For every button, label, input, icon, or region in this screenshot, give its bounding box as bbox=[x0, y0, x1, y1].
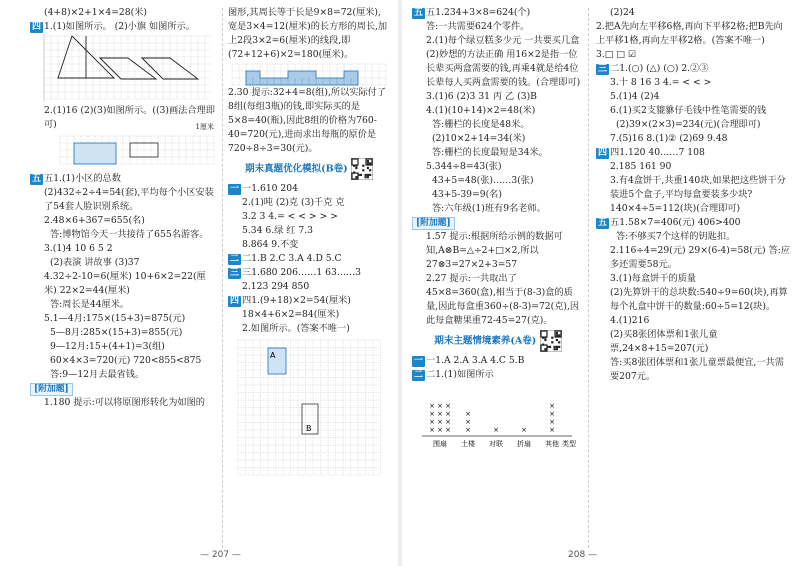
answer-line: 4.(1)216 bbox=[610, 315, 650, 326]
answer-line: 2.123 294 850 bbox=[242, 281, 310, 292]
section-badge-3: 三 bbox=[230, 268, 240, 278]
answer-line: 9—12月:15+(4+1)=3(组) bbox=[50, 341, 165, 352]
answer-line: 4.(1)(10+14)×2=48(米) bbox=[426, 105, 536, 116]
answer-line: 1.57 提示:根据所给示例的数据可知,A⊗B=△÷2+□×2,所以27⊗3=27×2+3=57 bbox=[426, 231, 563, 270]
answer-line: (2)买8张团体票和1张儿童票,24×8+15=207(元) bbox=[610, 329, 718, 354]
legend-label: 1厘米 bbox=[195, 123, 214, 131]
answer-line: 答:栅栏的长度最短是34米。 bbox=[432, 147, 548, 158]
svg-text:B: B bbox=[306, 424, 312, 433]
answer-line: 8.864 9.不变 bbox=[242, 239, 299, 250]
tally-mark: × bbox=[429, 410, 435, 418]
answer-line: (2)表演 讲故事 (3)37 bbox=[50, 257, 140, 268]
right-col2 bbox=[596, 6, 792, 384]
answer-line: 答:不够买7个这样的钥匙扣。 bbox=[616, 231, 736, 242]
answer-line: 2.(1)吨 (2)克 (3)千克 克 bbox=[242, 197, 345, 208]
answer-line: 3.有4盒饼干,共重140块,如果把这些饼干分装进5个盒子,平均每盒要装多少块? 140×4÷5=112(块)(合理即可) bbox=[610, 175, 786, 214]
section-badge-4: 四 bbox=[598, 148, 608, 158]
tally-mark: × bbox=[445, 418, 451, 426]
answer-line: 18×4+6×2=84(厘米) bbox=[242, 309, 340, 320]
extra-title: [附加题] bbox=[412, 216, 584, 230]
tally-axis-label: 类型 bbox=[562, 440, 576, 448]
tally-mark: × bbox=[445, 410, 451, 418]
answer-line: 图形,其周长等于长是9×8=72(厘米),宽是3×4=12(厘米)的长方形的周长,加上2段3×2=6(厘米)的线段,即(72+12+6)×2=180(厘米)。 bbox=[228, 7, 388, 60]
tally-mark: × bbox=[493, 426, 499, 434]
section-badge-4: 四 bbox=[230, 296, 240, 306]
answer-line: 五 五1.58×7=406(元) 406>400 bbox=[598, 217, 741, 228]
answer-line: 四 四1.120 40……7 108 bbox=[598, 147, 705, 158]
answer-line: 2.116÷4=29(元) 29×(6-4)=58(元) 答:应多还需要58元。 bbox=[610, 245, 790, 270]
tally-mark: × bbox=[549, 410, 555, 418]
coordinate-grid-figure bbox=[228, 336, 388, 486]
section-badge-1: 一 bbox=[414, 356, 424, 366]
answer-line: 答:六年级(1)班有9名老师。 bbox=[432, 203, 546, 214]
answer-line: (2)10×2+14=34(米) bbox=[432, 133, 526, 144]
answer-line: 3.□ □ ☑ bbox=[596, 49, 637, 60]
tally-mark: × bbox=[445, 402, 451, 410]
section-badge-5: 五 bbox=[414, 8, 424, 18]
tally-mark: × bbox=[429, 426, 435, 434]
tally-mark: × bbox=[465, 410, 471, 418]
answer-line: (4+8)×2+1×4=28(米) bbox=[44, 7, 147, 18]
section-badge-5: 五 bbox=[598, 218, 608, 228]
left-col2 bbox=[228, 6, 390, 486]
tally-mark: × bbox=[445, 426, 451, 434]
section-title: 期末主题情境素养(A卷) bbox=[412, 330, 584, 352]
tally-mark: × bbox=[437, 426, 443, 434]
answer-line: 1.180 提示:可以将原图形转化为如图的 bbox=[44, 397, 205, 408]
answer-line: (2)24 bbox=[610, 7, 635, 18]
qr-code-icon bbox=[540, 330, 562, 352]
answer-line: 2.(1)每个绿豆糕多少元 一共要买几盒 bbox=[426, 35, 580, 46]
answer-line: 2.(1)16 (2)(3)如图所示。((3)画法合理即可) bbox=[44, 105, 215, 130]
answer-line: 3.(1)每盒饼干的质量 bbox=[610, 273, 697, 284]
answer-line: 二 二1.B 2.C 3.A 4.D 5.C bbox=[230, 253, 342, 264]
answer-line: 3.2 3 4.= < < > > > bbox=[242, 211, 338, 222]
answer-line: 5.344÷8=43(张) bbox=[426, 161, 502, 172]
answer-line: 7.(5)16 8.(1)② (2)69 9.48 bbox=[610, 133, 728, 144]
answer-line: 3.(1)6 (2)3 31 丙 乙 (3)B bbox=[426, 91, 537, 102]
answer-line: 2.30 提示:32+4=8(组),所以实际付了8组(每组3瓶)的钱,即实际买的是5×8=40(瓶),因此8组的价格为760-40=720(元),进而求出每瓶的原价是720÷8÷3=30(元)。 bbox=[228, 87, 387, 154]
section-badge-1: 一 bbox=[230, 184, 240, 194]
answer-line: 2.27 提示:一共取出了45×8=360(盒),相当于(8-3)盒的质量,因此每盒重360÷(8-3)=72(克),因此每盒糖果重72-45=27(克)。 bbox=[426, 273, 580, 326]
answer-line: 答:9—12月去最省钱。 bbox=[50, 369, 145, 380]
answer-line: 3.(1)4 10 6 5 2 bbox=[44, 243, 113, 254]
answer-line: 2.如图所示。(答案不唯一) bbox=[242, 323, 350, 334]
answer-line: 答:买8张团体票和1张儿童票最便宜,一共需要207元。 bbox=[610, 357, 784, 382]
answer-line: 5—8月:285×(15+3)=855(元) bbox=[50, 327, 183, 338]
answer-line: 答:栅栏的长度是48米。 bbox=[432, 119, 530, 130]
answer-line: 答:一共需要624个零件。 bbox=[426, 21, 530, 32]
answer-line: 5.34 6.绿 红 7.3 bbox=[242, 225, 313, 236]
tally-chart bbox=[412, 382, 582, 448]
tally-mark: × bbox=[549, 426, 555, 434]
tally-category-label: 围扇 bbox=[433, 440, 447, 448]
tally-mark: × bbox=[429, 418, 435, 426]
answer-line: 6.(1)买2支貔貅仔毛钱中性笔需要的钱 bbox=[610, 105, 767, 116]
answer-line: 2.185 161 90 bbox=[610, 161, 672, 172]
wall-figure bbox=[228, 62, 388, 86]
left-col1 bbox=[30, 6, 218, 410]
column-divider bbox=[222, 8, 223, 548]
section-badge-3: 三 bbox=[598, 64, 608, 74]
tally-mark: × bbox=[437, 402, 443, 410]
answer-line: (2)妙想的方法正确 用16×2是指一位长辈买两盒需要的钱,再乘4就是给4位长辈每人买两盒需要的钱。(合理即可) bbox=[426, 49, 581, 88]
tally-category-label: 其他 bbox=[545, 440, 559, 448]
tally-mark: × bbox=[549, 418, 555, 426]
tally-mark: × bbox=[429, 402, 435, 410]
answer-line: 2.把A先向左平移6格,再向下平移2格;把B先向上平移1格,再向左平移2格。(答案不唯一) bbox=[596, 21, 783, 46]
answer-line: 三 三1.680 206……1 63……3 bbox=[230, 267, 362, 278]
area-grid-figure bbox=[30, 132, 216, 172]
answer-line: 2.48×6+367=655(名) bbox=[44, 215, 145, 226]
svg-text:A: A bbox=[270, 351, 276, 360]
tally-mark: × bbox=[437, 410, 443, 418]
section-title: 期末真题优化模拟(B卷) bbox=[228, 158, 390, 180]
answer-line: 60×4×3=720(元) 720<855<875 bbox=[50, 355, 202, 366]
extra-title: [附加题] bbox=[30, 382, 218, 396]
tally-mark: × bbox=[465, 418, 471, 426]
answer-line: 四 四1.(9+18)×2=54(厘米) bbox=[230, 295, 351, 306]
qr-code-icon bbox=[351, 158, 373, 180]
answer-line: (2)先算饼干的总块数:540÷9=60(块),再算每个礼盒中饼干的数量:60÷5=12(块)。 bbox=[610, 287, 788, 312]
column-divider bbox=[588, 8, 589, 548]
tally-mark: × bbox=[521, 426, 527, 434]
answer-line: 三 二1.(○) (△) (○) 2.②③ bbox=[598, 63, 709, 74]
answer-line: 四 1.(1)如图所示。 (2)小旗 如图所示。 bbox=[32, 21, 195, 32]
tally-category-label: 对联 bbox=[489, 440, 503, 448]
answer-line: 3.十 8 16 3 4.= < < > bbox=[610, 77, 712, 88]
answer-line: 五 五1.(1)小区的总数 bbox=[32, 173, 121, 184]
answer-line: 五 五1.234+3×8=624(个) bbox=[414, 7, 531, 18]
answer-line: 一 一1.A 2.A 3.A 4.C 5.B bbox=[414, 355, 525, 366]
section-badge-2: 二 bbox=[414, 370, 424, 380]
answer-line: (2)39×(2×3)=234(元)(合理即可) bbox=[616, 119, 761, 130]
section-badge-2: 二 bbox=[230, 254, 240, 264]
tally-mark: × bbox=[437, 418, 443, 426]
tally-mark: × bbox=[465, 426, 471, 434]
tally-mark: × bbox=[549, 402, 555, 410]
section-badge-4: 四 bbox=[32, 22, 42, 32]
answer-line: 43+5=48(张)……3(张) bbox=[432, 175, 534, 186]
right-page bbox=[400, 0, 800, 566]
tally-category-label: 折扇 bbox=[517, 440, 531, 448]
answer-line: 43+5-39=9(名) bbox=[432, 189, 502, 200]
answer-line: 一 一1.610 204 bbox=[230, 183, 298, 194]
page-number: — 207 — bbox=[200, 550, 241, 560]
answer-line: 答:博物馆今天一共接待了655名游客。 bbox=[50, 229, 209, 240]
answer-line: 5.(1)4 (2)4 bbox=[610, 91, 660, 102]
answer-line: 4.32÷2-10=6(厘米) 10+6×2=22(厘米) 22×2=44(厘米) bbox=[44, 271, 206, 296]
answer-line: 答:周长是44厘米。 bbox=[50, 299, 130, 310]
tally-category-label: 土楼 bbox=[461, 440, 475, 448]
translation-grid-figure bbox=[30, 34, 210, 104]
page-number: 208 — bbox=[568, 550, 598, 560]
grid-figure-2 bbox=[30, 123, 218, 172]
answer-line: 5.1—4月:175×(15+3)=875(元) bbox=[44, 313, 186, 324]
answer-line: (2)432÷2÷4=54(套),平均每个小区安装了54套人脸识别系统。 bbox=[44, 187, 214, 212]
answer-line: 二 二1.(1)如图所示 bbox=[414, 369, 494, 380]
section-badge-5: 五 bbox=[32, 174, 42, 184]
right-col1 bbox=[412, 6, 584, 448]
